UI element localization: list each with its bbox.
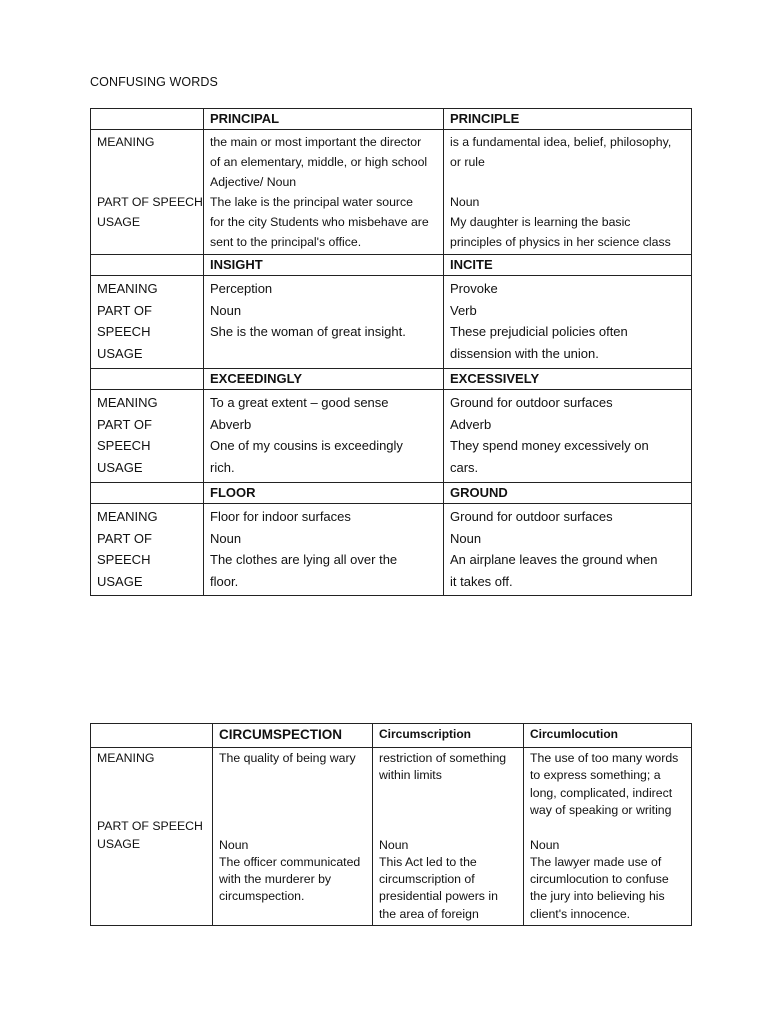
cell-line: floor. <box>210 574 239 590</box>
cell-line: dissension with the union. <box>450 346 599 362</box>
cell-line: rich. <box>210 460 235 476</box>
cell-line <box>450 172 685 192</box>
cell-line: Noun <box>450 195 480 209</box>
cell-line: USAGE <box>97 460 143 476</box>
cell-line: USAGE <box>97 574 143 590</box>
header-blank-cell <box>91 369 204 390</box>
cell-line: These prejudicial policies often <box>450 324 628 340</box>
confusing-words-table <box>90 108 692 596</box>
row-labels-cell <box>91 748 213 926</box>
meaning-text: The use of too many words to express something; a long, complicated, indirect way of speaking or writing <box>530 751 679 817</box>
cell-line: Floor for indoor surfaces <box>210 509 351 524</box>
cell-line: Noun <box>450 530 482 546</box>
cell-line: USAGE <box>97 346 143 362</box>
word1-details-cell <box>204 130 444 255</box>
cell-line: Perception <box>210 281 273 296</box>
cell-line: The lake is the principal water source <box>210 195 413 209</box>
table2-header-row <box>91 724 692 748</box>
word-header-ground: GROUND <box>444 483 692 504</box>
word-pair-body-exceedingly-excessively <box>91 390 692 483</box>
circum-words-table <box>90 723 692 926</box>
word-pair-header-insight-incite <box>91 255 692 276</box>
part-of-speech-text: Noun <box>530 837 560 852</box>
word-header-exceedingly: EXCEEDINGLY <box>204 369 444 390</box>
part-of-speech-text: Noun <box>379 837 409 852</box>
cell-line: To a great extent – good sense <box>210 395 389 410</box>
cell-line: SPEECH <box>97 324 151 340</box>
label-usage: USAGE <box>97 836 141 851</box>
cell-line: My daughter is learning the basic <box>450 215 631 229</box>
cell-line: SPEECH <box>97 552 151 568</box>
cell-line: or rule <box>450 155 485 169</box>
word2-details-cell <box>444 130 692 255</box>
cell-line: MEANING <box>97 509 158 524</box>
cell-line: Adjective/ Noun <box>210 175 297 189</box>
cell-line: PART OF <box>97 302 152 318</box>
word1-details-cell <box>204 276 444 369</box>
cell-line: Ground for outdoor surfaces <box>450 395 613 410</box>
document-title: CONFUSING WORDS <box>90 75 218 89</box>
circumspection-cell <box>213 748 373 926</box>
word2-details-cell <box>444 276 692 369</box>
circumlocution-cell <box>524 748 692 926</box>
word-header-circumspection: CIRCUMSPECTION <box>213 724 373 748</box>
header-blank-cell <box>91 255 204 276</box>
word1-details-cell <box>204 390 444 483</box>
usage-text: This Act led to the circumscription of presidential powers in the area of foreign <box>379 854 498 921</box>
table2-body-row <box>91 748 692 926</box>
cell-line: MEANING <box>97 135 155 149</box>
word-header-circumscription: Circumscription <box>373 724 524 748</box>
header-blank-cell <box>91 483 204 504</box>
cell-line: She is the woman of great insight. <box>210 324 406 340</box>
row-labels-cell <box>91 130 204 255</box>
header-blank-cell <box>91 109 204 130</box>
cell-line: is a fundamental idea, belief, philosophy, <box>450 135 672 149</box>
cell-line: of an elementary, middle, or high school <box>210 155 428 169</box>
cell-line: the main or most important the director <box>210 135 422 149</box>
cell-line: USAGE <box>97 215 141 229</box>
cell-line: Ground for outdoor surfaces <box>450 509 613 524</box>
cell-line: MEANING <box>97 395 158 410</box>
cell-line: PART OF SPEECH <box>97 195 203 209</box>
word1-details-cell <box>204 504 444 596</box>
word-pair-body-insight-incite <box>91 276 692 369</box>
cell-line: The clothes are lying all over the <box>210 552 398 568</box>
word-pair-header-floor-ground <box>91 483 692 504</box>
cell-line: They spend money excessively on <box>450 438 649 454</box>
row-labels-cell <box>91 276 204 369</box>
word-header-incite: INCITE <box>444 255 692 276</box>
row-labels-cell <box>91 504 204 596</box>
word2-details-cell <box>444 390 692 483</box>
cell-line: SPEECH <box>97 438 151 454</box>
cell-line: MEANING <box>97 281 158 296</box>
cell-line: Abverb <box>210 416 252 432</box>
cell-line: it takes off. <box>450 574 513 590</box>
usage-text: The officer communicated with the murderer by circumspection. <box>219 854 361 904</box>
word-header-floor: FLOOR <box>204 483 444 504</box>
meaning-text: The quality of being wary <box>219 751 356 765</box>
row-labels-cell <box>91 390 204 483</box>
table2-header-blank-cell <box>91 724 213 748</box>
cell-line: Noun <box>210 530 242 546</box>
cell-line: PART OF <box>97 530 152 546</box>
word-pair-header-exceedingly-excessively <box>91 369 692 390</box>
label-meaning: MEANING <box>97 751 155 765</box>
word-pair-body-floor-ground <box>91 504 692 596</box>
cell-line: One of my cousins is exceedingly <box>210 438 403 454</box>
label-part-of-speech: PART OF SPEECH <box>97 819 203 834</box>
word2-details-cell <box>444 504 692 596</box>
cell-line: Adverb <box>450 416 492 432</box>
word-header-principal: PRINCIPAL <box>204 109 444 130</box>
word-pair-header-principal-principle <box>91 109 692 130</box>
word-header-principle: PRINCIPLE <box>444 109 692 130</box>
cell-line <box>97 172 197 192</box>
word-header-circumlocution: Circumlocution <box>524 724 692 748</box>
meaning-text: restriction of something within limits <box>379 751 507 783</box>
word-header-insight: INSIGHT <box>204 255 444 276</box>
part-of-speech-text: Noun <box>219 837 249 852</box>
cell-line: Verb <box>450 302 477 318</box>
cell-line: Noun <box>210 302 242 318</box>
cell-line: sent to the principal's office. <box>210 235 362 249</box>
cell-line: An airplane leaves the ground when <box>450 552 658 568</box>
word-header-excessively: EXCESSIVELY <box>444 369 692 390</box>
cell-line <box>97 152 197 172</box>
usage-text: The lawyer made use of circumlocution to confuse the jury into believing his client's innocence. <box>530 854 669 921</box>
cell-line: Provoke <box>450 281 498 296</box>
cell-line: principles of physics in her science class <box>450 235 671 249</box>
cell-line: cars. <box>450 460 479 476</box>
word-pair-body-principal-principle <box>91 130 692 255</box>
cell-line: for the city Students who misbehave are <box>210 215 429 229</box>
circumscription-cell <box>373 748 524 926</box>
cell-line: PART OF <box>97 416 152 432</box>
